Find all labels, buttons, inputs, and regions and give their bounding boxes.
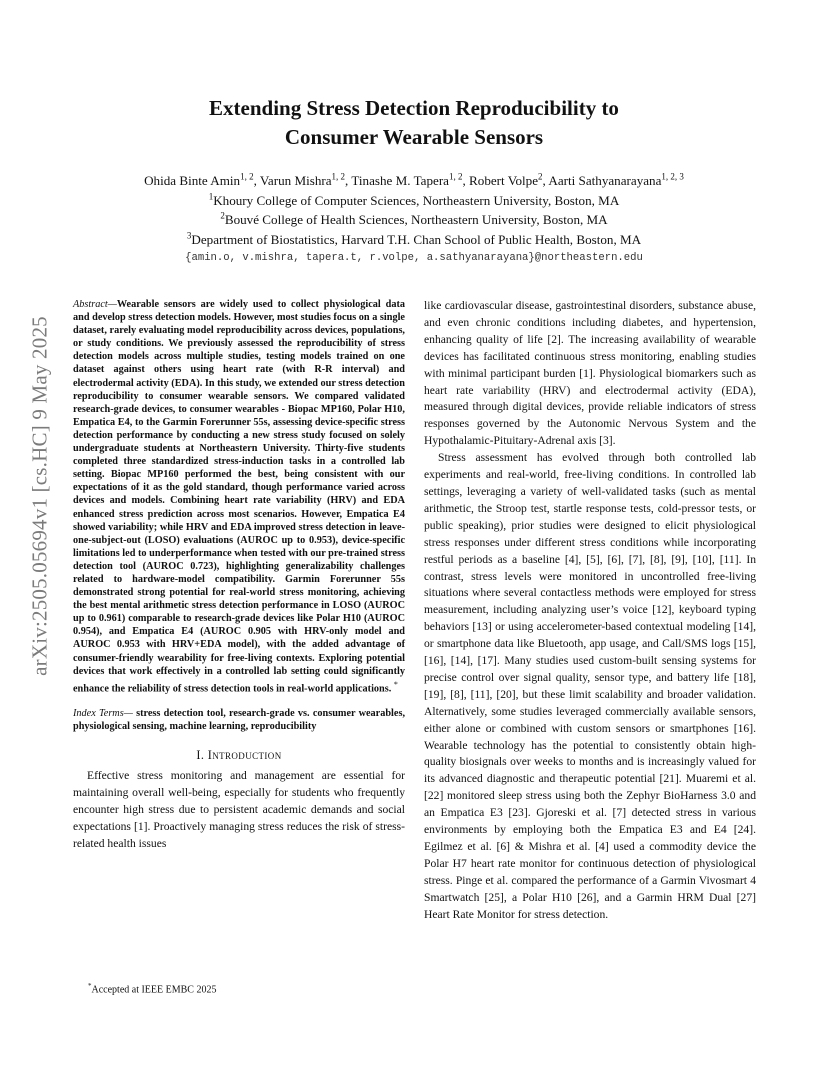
abstract-footnote-mark: * <box>393 679 398 689</box>
left-column <box>73 298 405 853</box>
author-emails: {amin.o, v.mishra, tapera.t, r.volpe, a.sathyanarayana}@northeastern.edu <box>185 252 643 264</box>
affiliation-sup: 1 <box>208 191 214 202</box>
arxiv-identifier-text: arXiv:2505.05694v1 [cs.HC] 9 May 2025 <box>27 316 52 676</box>
index-terms-text: stress detection tool, research-grade vs. consumer wearables, physiological sensing, machine learning, reproducibility <box>73 708 406 733</box>
abstract-label-text: Abstract <box>73 299 108 310</box>
author-name: Varun Mishra <box>259 173 332 188</box>
paper-title <box>0 94 828 152</box>
affiliation-text: Khoury College of Computer Sciences, Northeastern University, Boston, MA <box>213 192 620 208</box>
affiliation-3 <box>0 230 828 250</box>
author-names: Ohida Binte Amin$^{1, 2}$, Varun Mishra$^{1, 2}$, Tinashe M. Tapera$^{1, 2}$, Robert Volpe$^2$, Aarti Sathyanarayana$^{1, 2, 3}$ <box>144 171 684 188</box>
affiliation-2 <box>0 210 828 230</box>
author-name: Ohida Binte Amin <box>144 173 241 188</box>
author-sup: 1, 2, 3 <box>661 171 684 182</box>
abstract-text: Wearable sensors are widely used to collect physiological data and develop stress detection models. However, most studies focus on a single dataset, rarely evaluating model reproducibility across devices, populations, or study conditions. We previously assessed the reproducibility of stress detection models across multiple studies, testing models trained on one dataset against others using heart rate (with R-R interval) and electrodermal activity (EDA). In this study, we extended our stress detection reproducibility to consumer wearable sensors. We compared validated research-grade devices, to consumer wearables - Biopac MP160, Polar H10, Empatica E4, to the Garmin Forerunner 55s, assessing device-specific stress detection performance by conducting a new stress study focused on solely undergraduate students at Northeastern University. Thirty-five students completed three standardized stress-induction tasks in a controlled lab setting. Biopac MP160 performed the best, being consistent with our expectations of it as the gold standard, though performance varied across devices and models. Combining heart rate variability (HRV) and EDA enhanced stress prediction across most scenarios. However, Empatica E4 showed variability; while HRV and EDA improved stress detection in leave-one-subject-out (LOSO) evaluations (AUROC up to 0.953), device-specific limitations led to underperformance when tested with our pre-trained stress detection tool (AUROC 0.723), highlighting generalizability challenges related to hardware-model compatibility. Garmin Forerunner 55s demonstrated strong potential for real-world stress monitoring, achieving the best mental arithmetic stress detection performance in LOSO (AUROC up to 0.961) comparable to research-grade devices like Polar H10 (AUROC 0.954), and Empatica E4 (AUROC 0.905 with HRV-only model and AUROC 0.953 with HRV+EDA model), with the added advantage of consumer-friendly wearability for free-living contexts. Exploring potential devices that work effectively in a controlled lab setting could significantly enhance the reliability of stress detection tools in real-world applications. <box>73 299 405 695</box>
affiliation-text: Bouvé College of Health Sciences, Northeastern University, Boston, MA <box>224 212 608 227</box>
index-terms <box>73 707 405 733</box>
footnote-text: Accepted at IEEE EMBC 2025 <box>91 984 217 996</box>
abstract <box>73 298 405 695</box>
author-sup: 2 <box>538 171 543 182</box>
author-sup: 1, 2 <box>449 171 463 182</box>
affiliation-sup: 2 <box>220 210 225 221</box>
author-name: Tinashe M. Tapera <box>351 173 449 188</box>
affiliation-1 <box>0 191 828 211</box>
title-line-2: Consumer Wearable Sensors <box>284 125 544 149</box>
affiliation-sup: 3 <box>186 230 192 241</box>
author-sup: 1, 2 <box>240 171 254 182</box>
intro-paragraph-2: Stress assessment has evolved through both controlled lab experiments and real-world, free-living conditions. In controlled lab settings, leveraging a variety of well-validated tasks (such as mental arithmetic, the Stroop test, startle response tests, cold-pressor tests, or public speaking), prior studies were designed to elicit physiological stress responses under different stress conditions while incorporating restful periods as a baseline [4], [5], [6], [7], [8], [9], [10], [11]. In contrast, stress levels were monitored in uncontrolled free-living situations where several contactless methods were employed for stress measurement, including analyzing user’s voice [12], keyboard typing behaviors [13] or using accelerometer-based contextual modeling [14], or smartphone data like Bluetooth, app usage, and Call/SMS logs [15], [16], [14], [17]. Many studies used custom-built sensing systems for precise control over signal quality, sensor type, and battery life [18], [19], [8], [11], [20], but these limit scalability and broader validation. Alternatively, some studies leveraged commercially available sensors, either alone or combined with custom sensors or smartphones [16]. Wearable technology has the potential to consistently obtain high-quality biosignals over weeks to months and is increasingly valued for its advanced diagnostic and therapeutic potential [21]. Muaremi et al. [22] monitored sleep stress using both the Zephyr BioHarness 3.0 and an Empatica E3 [23]. Gjoreski et al. [7] detected stress in various environments by employing both the Empatica E3 and E4 [24]. Egilmez et al. [6] & Mishra et al. [4] used a commodity device the Polar H7 heart rate monitor for continuous detection of physiological stress. Pinge et al. compared the performance of a Garmin Vivosmart 4 Smartwatch [25], a Polar H10 [26], and a Garmin HRM Dual [27] Heart Rate Monitor for stress detection. <box>424 451 756 921</box>
intro-paragraph-1-continued: like cardiovascular disease, gastrointestinal disorders, substance abuse, and even chronic conditions including diabetes, and hypertension, enhancing quality of life [2]. The increasing availability of wearable devices has facilitated continuous stress monitoring, enabling studies with minimal participant burden [1]. Physiological biomarkers such as heart rate variability (HRV) and electrodermal activity (EDA), measured through digital devices, provide reliable indicators of stress responses governed by the Autonomic Nervous System and the Hypothalamic-Pituitary-Adrenal axis [3]. <box>424 299 756 448</box>
footnote-mark: * <box>88 982 92 990</box>
abstract-label: Abstract— <box>73 299 117 310</box>
arxiv-side-identifier <box>20 282 60 710</box>
intro-paragraph-1: Effective stress monitoring and management are essential for maintaining overall well-being, especially for students who frequently encounter high stress due to persistent academic demands and social expectations [1]. Proactively managing stress reduces the risk of stress-related health issues <box>73 769 405 850</box>
index-terms-label-text: Index Terms <box>73 708 124 720</box>
author-block <box>0 171 828 269</box>
affiliation-text: Department of Biostatistics, Harvard T.H. Chan School of Public Health, Boston, MA <box>191 231 642 247</box>
author-name: Aarti Sathyanarayana <box>548 173 662 188</box>
title-line-1: Extending Stress Detection Reproducibility to <box>209 96 619 120</box>
right-column <box>424 298 756 924</box>
author-name: Robert Volpe <box>469 173 539 188</box>
footnote <box>88 980 216 996</box>
author-sup: 1, 2 <box>331 171 346 182</box>
index-terms-label: Index Terms— <box>73 708 133 720</box>
section-heading-introduction: I. Introduction <box>196 748 282 763</box>
